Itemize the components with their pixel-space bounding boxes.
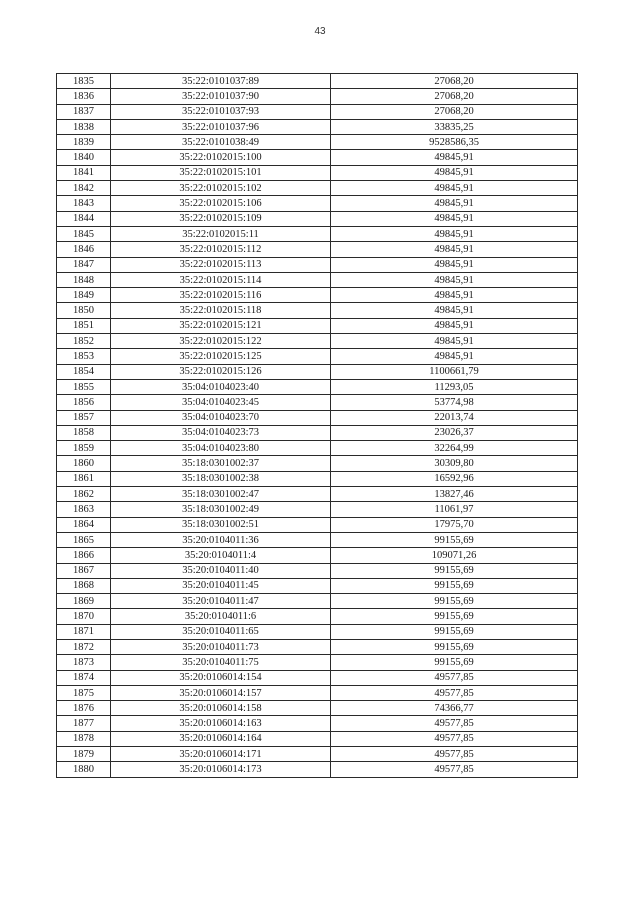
cadastral-value-cell: 49845,91 [331,318,578,333]
row-number-cell: 1861 [57,471,111,486]
table-row [57,624,578,639]
cadastral-number-cell: 35:20:0106014:173 [111,762,331,777]
row-number-cell: 1880 [57,762,111,777]
cadastral-value-cell: 27068,20 [331,89,578,104]
cadastral-value-table [56,73,578,778]
cadastral-value-cell: 49845,91 [331,272,578,287]
cadastral-value-cell: 30309,80 [331,456,578,471]
cadastral-number-cell: 35:22:0102015:100 [111,150,331,165]
table-row [57,226,578,241]
row-number-cell: 1841 [57,165,111,180]
row-number-cell: 1877 [57,716,111,731]
row-number-cell: 1870 [57,609,111,624]
cadastral-value-cell: 49577,85 [331,731,578,746]
cadastral-number-cell: 35:04:0104023:70 [111,410,331,425]
cadastral-number-cell: 35:22:0102015:121 [111,318,331,333]
row-number-cell: 1852 [57,334,111,349]
cadastral-value-cell: 49577,85 [331,747,578,762]
cadastral-number-cell: 35:22:0102015:101 [111,165,331,180]
cadastral-value-cell: 27068,20 [331,74,578,89]
cadastral-value-cell: 49845,91 [331,334,578,349]
row-number-cell: 1844 [57,211,111,226]
cadastral-number-cell: 35:04:0104023:45 [111,395,331,410]
cadastral-number-cell: 35:20:0104011:47 [111,594,331,609]
row-number-cell: 1845 [57,226,111,241]
table-row [57,74,578,89]
table-row [57,670,578,685]
table-row [57,211,578,226]
cadastral-number-cell: 35:20:0104011:75 [111,655,331,670]
table-row [57,517,578,532]
table-row [57,594,578,609]
cadastral-number-cell: 35:22:0102015:125 [111,349,331,364]
row-number-cell: 1879 [57,747,111,762]
row-number-cell: 1868 [57,578,111,593]
row-number-cell: 1867 [57,563,111,578]
cadastral-number-cell: 35:22:0102015:113 [111,257,331,272]
table-row [57,609,578,624]
table-row [57,578,578,593]
table-row [57,181,578,196]
cadastral-number-cell: 35:04:0104023:80 [111,441,331,456]
cadastral-value-cell: 49845,91 [331,181,578,196]
cadastral-number-cell: 35:22:0101037:93 [111,104,331,119]
cadastral-value-cell: 49845,91 [331,257,578,272]
cadastral-number-cell: 35:20:0104011:65 [111,624,331,639]
cadastral-number-cell: 35:22:0102015:11 [111,226,331,241]
row-number-cell: 1850 [57,303,111,318]
table-row [57,410,578,425]
row-number-cell: 1869 [57,594,111,609]
table-row [57,685,578,700]
cadastral-value-cell: 49845,91 [331,211,578,226]
cadastral-number-cell: 35:18:0301002:47 [111,487,331,502]
row-number-cell: 1855 [57,379,111,394]
cadastral-value-cell: 74366,77 [331,701,578,716]
cadastral-number-cell: 35:20:0106014:171 [111,747,331,762]
cadastral-value-cell: 13827,46 [331,487,578,502]
table-row [57,747,578,762]
table-body [57,74,578,778]
cadastral-value-cell: 99155,69 [331,594,578,609]
row-number-cell: 1871 [57,624,111,639]
table-row [57,150,578,165]
row-number-cell: 1843 [57,196,111,211]
row-number-cell: 1836 [57,89,111,104]
table-row [57,89,578,104]
table-row [57,288,578,303]
cadastral-value-cell: 49577,85 [331,685,578,700]
cadastral-value-cell: 9528586,35 [331,135,578,150]
table-row [57,639,578,654]
table-row [57,487,578,502]
table-row [57,104,578,119]
table-row [57,532,578,547]
cadastral-number-cell: 35:22:0102015:118 [111,303,331,318]
table-row [57,548,578,563]
row-number-cell: 1853 [57,349,111,364]
table-row [57,563,578,578]
row-number-cell: 1851 [57,318,111,333]
cadastral-value-cell: 49845,91 [331,303,578,318]
row-number-cell: 1872 [57,639,111,654]
cadastral-number-cell: 35:22:0102015:122 [111,334,331,349]
cadastral-value-cell: 99155,69 [331,624,578,639]
cadastral-number-cell: 35:20:0106014:158 [111,701,331,716]
cadastral-value-cell: 22013,74 [331,410,578,425]
cadastral-number-cell: 35:20:0106014:163 [111,716,331,731]
cadastral-number-cell: 35:20:0104011:45 [111,578,331,593]
cadastral-value-cell: 11061,97 [331,502,578,517]
row-number-cell: 1856 [57,395,111,410]
cadastral-number-cell: 35:18:0301002:51 [111,517,331,532]
cadastral-value-cell: 99155,69 [331,639,578,654]
table-row [57,242,578,257]
cadastral-value-cell: 49845,91 [331,288,578,303]
cadastral-number-cell: 35:22:0101037:90 [111,89,331,104]
row-number-cell: 1854 [57,364,111,379]
cadastral-value-cell: 33835,25 [331,119,578,134]
row-number-cell: 1848 [57,272,111,287]
cadastral-number-cell: 35:22:0101038:49 [111,135,331,150]
cadastral-number-cell: 35:22:0102015:112 [111,242,331,257]
row-number-cell: 1876 [57,701,111,716]
cadastral-value-cell: 99155,69 [331,609,578,624]
row-number-cell: 1866 [57,548,111,563]
cadastral-value-cell: 11293,05 [331,379,578,394]
table-row [57,425,578,440]
cadastral-number-cell: 35:20:0106014:154 [111,670,331,685]
cadastral-value-cell: 49845,91 [331,150,578,165]
page-number: 43 [314,26,326,37]
cadastral-number-cell: 35:04:0104023:40 [111,379,331,394]
table-row [57,165,578,180]
cadastral-value-cell: 53774,98 [331,395,578,410]
table-row [57,701,578,716]
cadastral-number-cell: 35:18:0301002:38 [111,471,331,486]
cadastral-value-cell: 109071,26 [331,548,578,563]
cadastral-number-cell: 35:22:0102015:102 [111,181,331,196]
table-row [57,318,578,333]
cadastral-value-cell: 99155,69 [331,532,578,547]
cadastral-value-cell: 49577,85 [331,670,578,685]
cadastral-value-cell: 49845,91 [331,196,578,211]
table-row [57,257,578,272]
cadastral-number-cell: 35:22:0102015:126 [111,364,331,379]
row-number-cell: 1840 [57,150,111,165]
table-row [57,364,578,379]
cadastral-value-cell: 49845,91 [331,242,578,257]
row-number-cell: 1839 [57,135,111,150]
cadastral-value-cell: 99155,69 [331,563,578,578]
cadastral-value-cell: 27068,20 [331,104,578,119]
row-number-cell: 1864 [57,517,111,532]
cadastral-value-cell: 17975,70 [331,517,578,532]
row-number-cell: 1874 [57,670,111,685]
table-row [57,303,578,318]
cadastral-number-cell: 35:22:0101037:96 [111,119,331,134]
cadastral-number-cell: 35:22:0102015:116 [111,288,331,303]
cadastral-value-cell: 49577,85 [331,716,578,731]
table-row [57,135,578,150]
cadastral-value-cell: 16592,96 [331,471,578,486]
table-row [57,731,578,746]
row-number-cell: 1865 [57,532,111,547]
table-row [57,655,578,670]
cadastral-number-cell: 35:20:0104011:36 [111,532,331,547]
table-row [57,196,578,211]
cadastral-value-cell: 49577,85 [331,762,578,777]
table-row [57,395,578,410]
table-row [57,762,578,777]
row-number-cell: 1835 [57,74,111,89]
cadastral-number-cell: 35:04:0104023:73 [111,425,331,440]
table-row [57,471,578,486]
cadastral-number-cell: 35:22:0102015:106 [111,196,331,211]
cadastral-value-cell: 1100661,79 [331,364,578,379]
row-number-cell: 1860 [57,456,111,471]
table-row [57,379,578,394]
cadastral-number-cell: 35:18:0301002:37 [111,456,331,471]
cadastral-number-cell: 35:22:0102015:114 [111,272,331,287]
row-number-cell: 1873 [57,655,111,670]
table-row [57,456,578,471]
row-number-cell: 1863 [57,502,111,517]
table-row [57,502,578,517]
row-number-cell: 1846 [57,242,111,257]
table-row [57,119,578,134]
cadastral-number-cell: 35:20:0104011:6 [111,609,331,624]
row-number-cell: 1838 [57,119,111,134]
row-number-cell: 1878 [57,731,111,746]
table-row [57,272,578,287]
table-row [57,349,578,364]
row-number-cell: 1858 [57,425,111,440]
cadastral-number-cell: 35:20:0106014:157 [111,685,331,700]
cadastral-value-cell: 32264,99 [331,441,578,456]
cadastral-number-cell: 35:20:0104011:40 [111,563,331,578]
table-row [57,441,578,456]
row-number-cell: 1862 [57,487,111,502]
row-number-cell: 1847 [57,257,111,272]
row-number-cell: 1842 [57,181,111,196]
row-number-cell: 1837 [57,104,111,119]
cadastral-number-cell: 35:22:0101037:89 [111,74,331,89]
row-number-cell: 1859 [57,441,111,456]
cadastral-value-cell: 99155,69 [331,578,578,593]
row-number-cell: 1857 [57,410,111,425]
cadastral-value-cell: 49845,91 [331,165,578,180]
row-number-cell: 1849 [57,288,111,303]
cadastral-value-cell: 23026,37 [331,425,578,440]
cadastral-value-cell: 49845,91 [331,226,578,241]
cadastral-number-cell: 35:20:0104011:4 [111,548,331,563]
row-number-cell: 1875 [57,685,111,700]
cadastral-number-cell: 35:18:0301002:49 [111,502,331,517]
cadastral-number-cell: 35:20:0104011:73 [111,639,331,654]
cadastral-number-cell: 35:22:0102015:109 [111,211,331,226]
table-row [57,716,578,731]
cadastral-value-cell: 49845,91 [331,349,578,364]
cadastral-number-cell: 35:20:0106014:164 [111,731,331,746]
cadastral-value-cell: 99155,69 [331,655,578,670]
table-row [57,334,578,349]
